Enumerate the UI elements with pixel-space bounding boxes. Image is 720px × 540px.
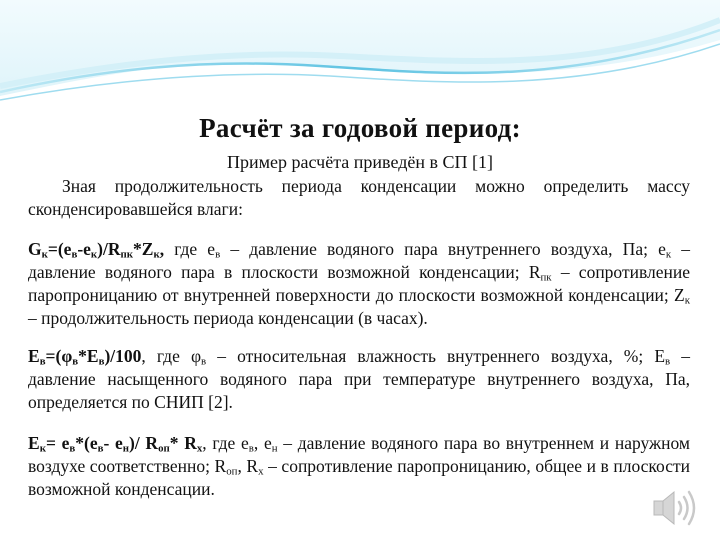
formula-text: -е bbox=[77, 239, 91, 259]
body-text: , где е bbox=[202, 433, 249, 453]
formula-text: * R bbox=[169, 433, 197, 453]
formula-text: *Е bbox=[78, 346, 99, 366]
formula-subscript: оп bbox=[158, 442, 170, 455]
body-text: – давление насыщенного водяного пара при температуре внутреннего воздуха, Па, определяется по СНИП [2]. bbox=[28, 346, 691, 412]
formula-text: , bbox=[159, 239, 165, 259]
body-subscript: в bbox=[201, 355, 207, 368]
formula-text: *(е bbox=[75, 433, 98, 453]
formula-text: )/ R bbox=[129, 433, 159, 453]
formula-subscript: к bbox=[41, 248, 48, 261]
body-subscript: н bbox=[271, 442, 278, 455]
formula-text: =(е bbox=[47, 239, 72, 259]
body-text: – сопротивление паропроницанию от внутренней поверхности до плоскости возможной конденсации; Z bbox=[28, 262, 690, 305]
body-text: – сопротивление паропроницанию, общее и в плоскости возможной конденсации. bbox=[28, 456, 690, 499]
intro-paragraph: Зная продолжительность периода конденсации можно определить массу сконденсировавшейся влаги: bbox=[28, 176, 690, 219]
speaker-icon[interactable] bbox=[650, 486, 700, 530]
formula-text: )/R bbox=[97, 239, 121, 259]
body-subscript: к bbox=[665, 248, 672, 261]
formula-paragraph-condensed-mass bbox=[28, 238, 690, 330]
body-subscript: к bbox=[684, 294, 690, 307]
formula-text: G bbox=[28, 239, 42, 259]
formula-condensation-pressure bbox=[28, 433, 202, 453]
body-subscript: в bbox=[215, 248, 221, 261]
formula-text: )/100 bbox=[104, 346, 142, 366]
formula-subscript: пк bbox=[120, 248, 133, 261]
slide-subtitle: Пример расчёта приведён в СП [1] bbox=[227, 152, 493, 172]
body-text: где е bbox=[164, 239, 216, 259]
formula-text: Е bbox=[28, 433, 40, 453]
body-subscript: в bbox=[665, 355, 671, 368]
formula-text: =(φ bbox=[45, 346, 73, 366]
body-subscript: оп bbox=[226, 465, 238, 478]
body-text: , где φ bbox=[141, 346, 202, 366]
body-text: – продолжительность периода конденсации (в часах). bbox=[28, 308, 428, 328]
body-text: – давление водяного пара в плоскости возможной конденсации; R bbox=[28, 239, 691, 282]
formula-subscript: в bbox=[98, 355, 105, 368]
formula-subscript: в bbox=[39, 355, 46, 368]
slide-title: Расчёт за годовой период: bbox=[199, 113, 521, 143]
decorative-wave-band bbox=[0, 0, 720, 120]
formula-subscript: к bbox=[153, 248, 160, 261]
body-text: , е bbox=[253, 433, 272, 453]
formula-subscript: к bbox=[90, 248, 98, 261]
body-text: – давление водяного пара во внутреннем и наружном воздухе соответственно; R bbox=[28, 433, 690, 476]
formula-subscript: в bbox=[72, 355, 79, 368]
formula-text: *Z bbox=[133, 239, 154, 259]
formula-subscript: в bbox=[69, 442, 76, 455]
formula-text: - е bbox=[103, 433, 123, 453]
formula-paragraph-condensation-pressure bbox=[28, 432, 690, 501]
formula-text: = е bbox=[45, 433, 70, 453]
formula-condensed-mass bbox=[28, 239, 164, 259]
formula-subscript: х bbox=[196, 442, 203, 455]
formula-subscript: в bbox=[71, 248, 78, 261]
body-text: – давление водяного пара внутреннего воздуха, Па; е bbox=[220, 239, 666, 259]
formula-subscript: в bbox=[97, 442, 104, 455]
formula-subscript: к bbox=[39, 442, 46, 455]
body-text: – относительная влажность внутреннего воздуха, %; Е bbox=[206, 346, 666, 366]
body-text: , R bbox=[237, 456, 259, 476]
formula-vapor-pressure bbox=[28, 346, 141, 366]
formula-text: Е bbox=[28, 346, 40, 366]
body-subscript: пк bbox=[540, 271, 552, 284]
formula-subscript: н bbox=[122, 442, 130, 455]
body-subscript: х bbox=[258, 465, 264, 478]
formula-paragraph-vapor-pressure bbox=[28, 345, 690, 414]
body-subscript: в bbox=[248, 442, 254, 455]
